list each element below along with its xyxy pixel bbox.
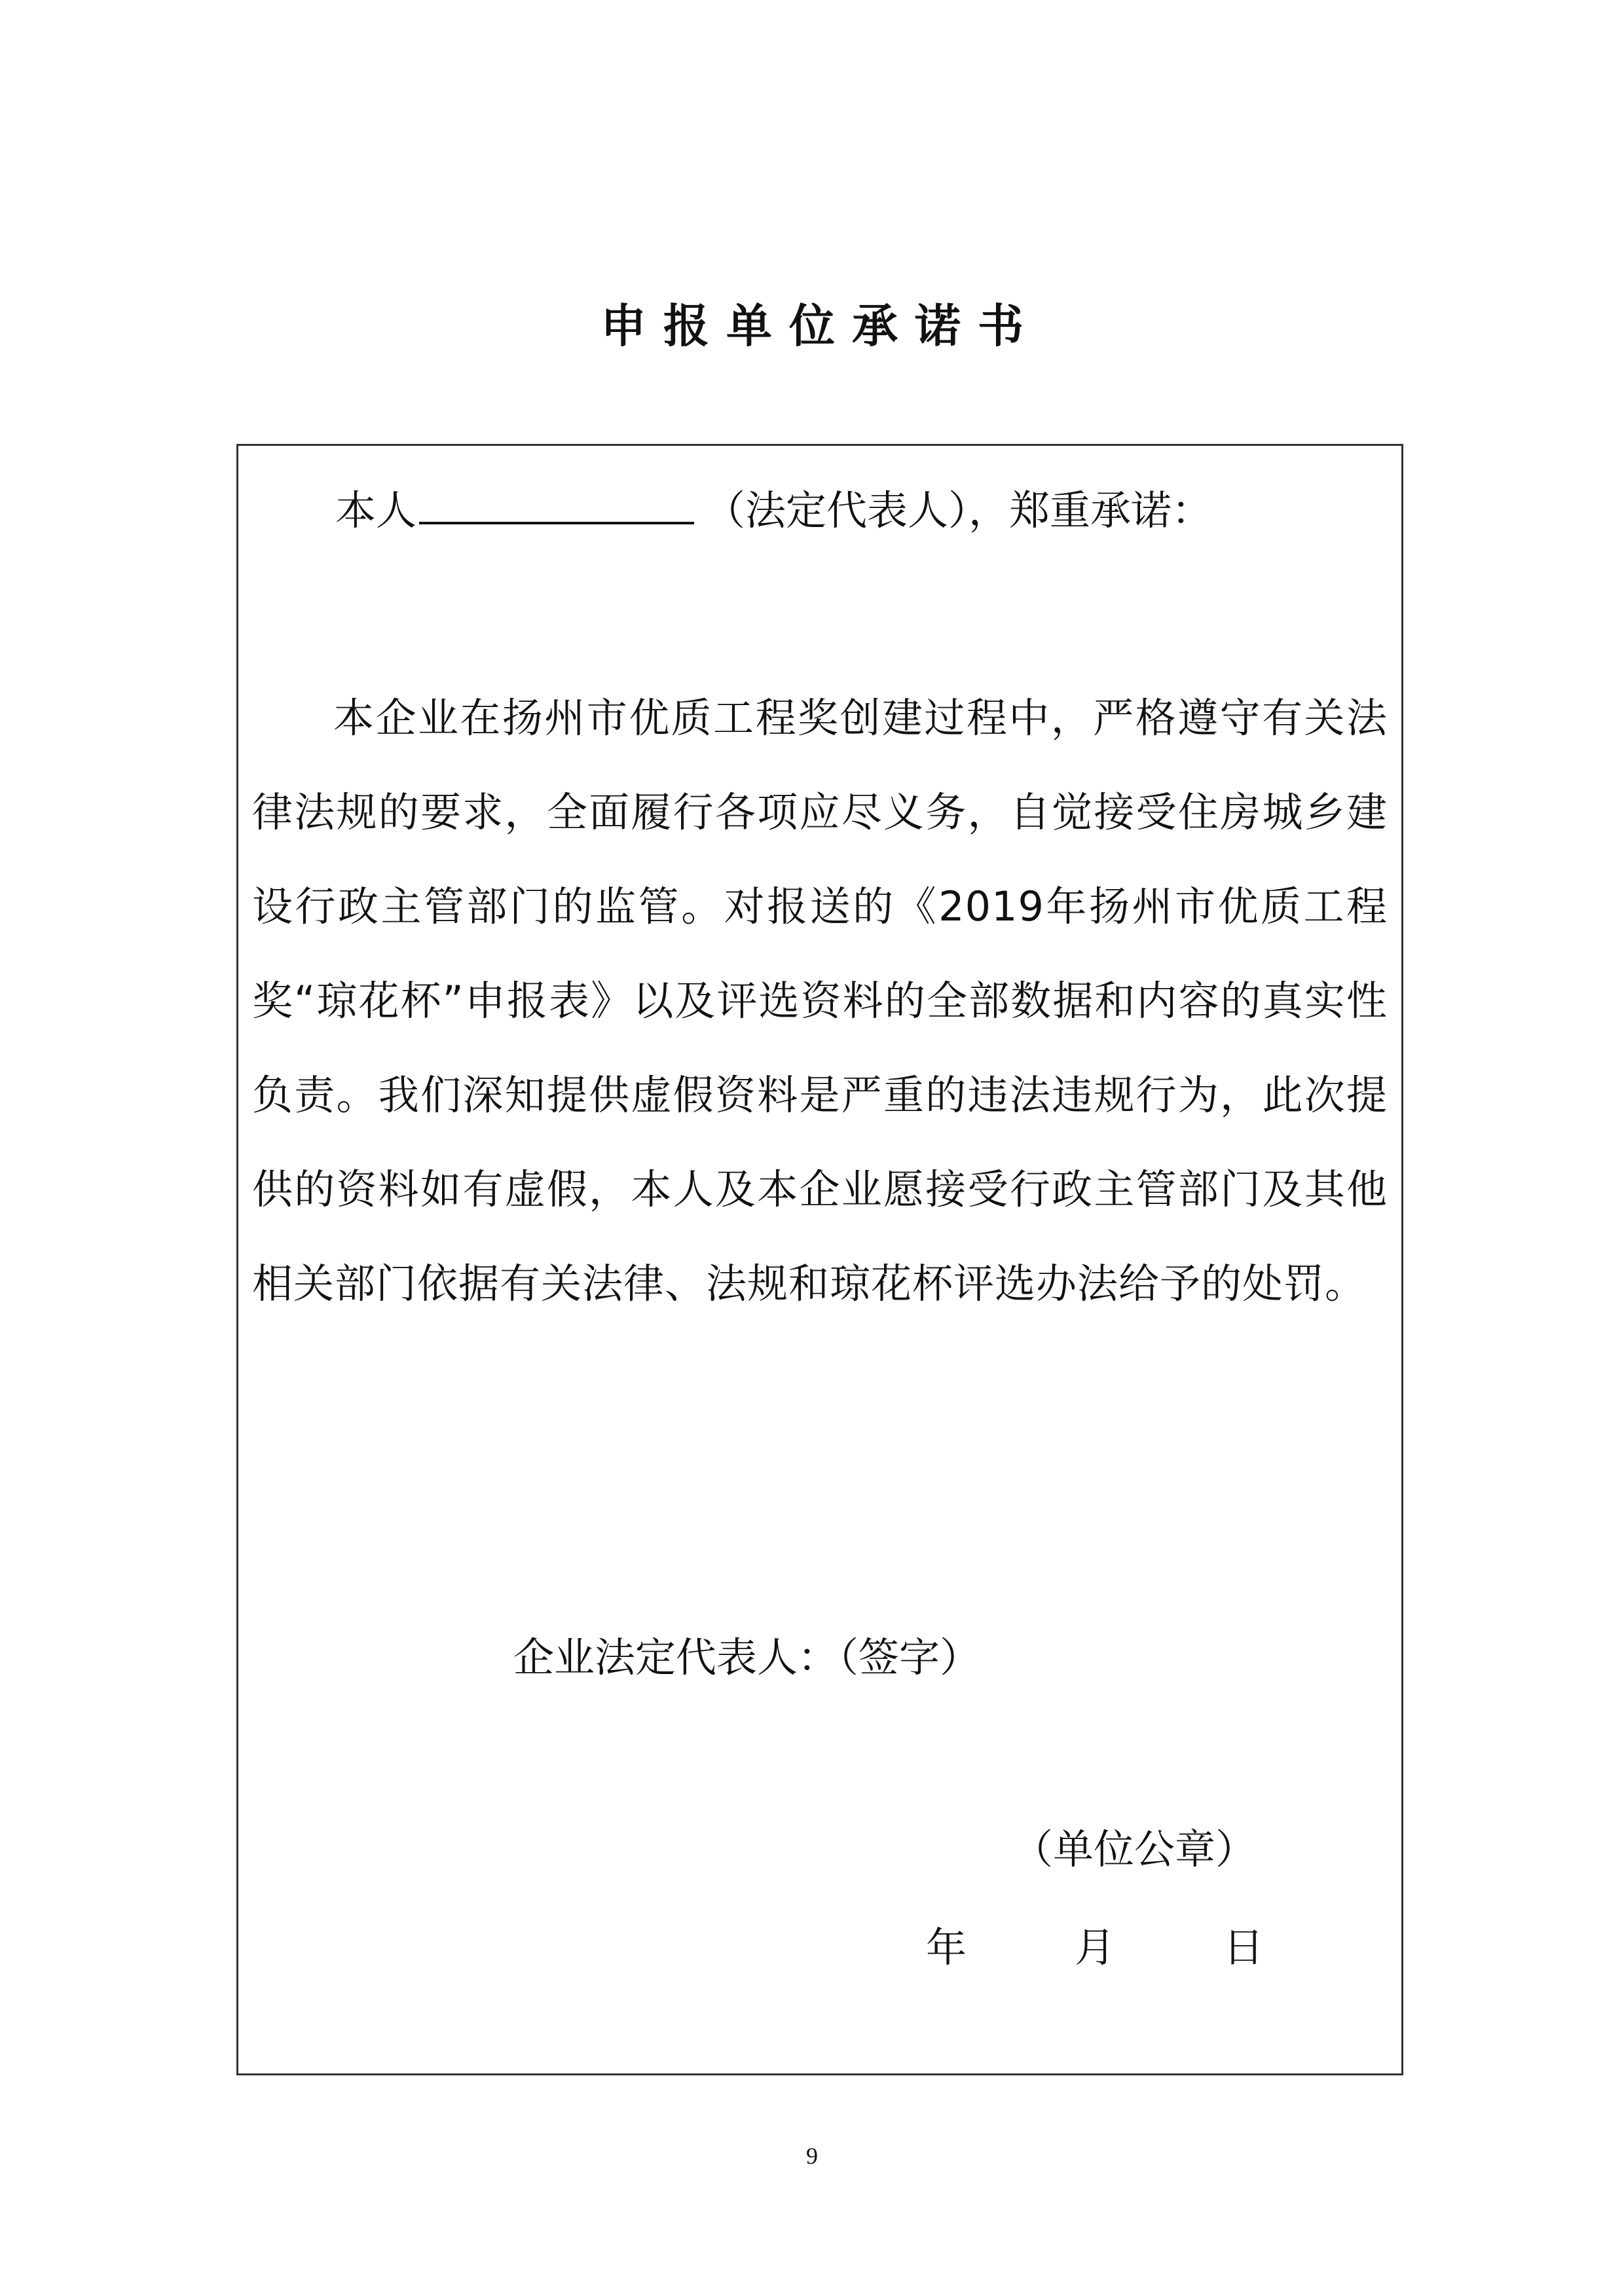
document-title: 申报单位承诺书 bbox=[600, 299, 1041, 353]
pledge-prefix: 本人 bbox=[335, 486, 417, 534]
company-seal-line: （单位公章） bbox=[1012, 1825, 1257, 1873]
date-year-label: 年 bbox=[926, 1923, 967, 1971]
pledge-statement bbox=[335, 479, 1212, 540]
date-line bbox=[926, 1918, 1264, 1977]
date-month-label: 月 bbox=[1075, 1923, 1116, 1971]
pledge-body-text: 本企业在扬州市优质工程奖创建过程中，严格遵守有关法律法规的要求，全面履行各项应尽义务，自觉接受住房城乡建设行政主管部门的监管。对报送的《2019年扬州市优质工程奖“琼花杯”申报表》以及评选资料的全部数据和内容的真实性负责。我们深知提供虚假资料是严重的违法违规行为，此次提供的资料如有虚假，本人及本企业愿接受行政主管部门及其他相关部门依据有关法律、法规和琼花杯评选办法给予的处罚。 bbox=[252, 694, 1388, 1307]
signature-line: 企业法定代表人：（签字） bbox=[513, 1633, 981, 1681]
pledge-suffix: （法定代表人），郑重承诺： bbox=[705, 486, 1213, 534]
representative-name-blank bbox=[419, 479, 694, 524]
page-number: 9 bbox=[806, 2143, 818, 2169]
date-day-label: 日 bbox=[1223, 1923, 1264, 1971]
